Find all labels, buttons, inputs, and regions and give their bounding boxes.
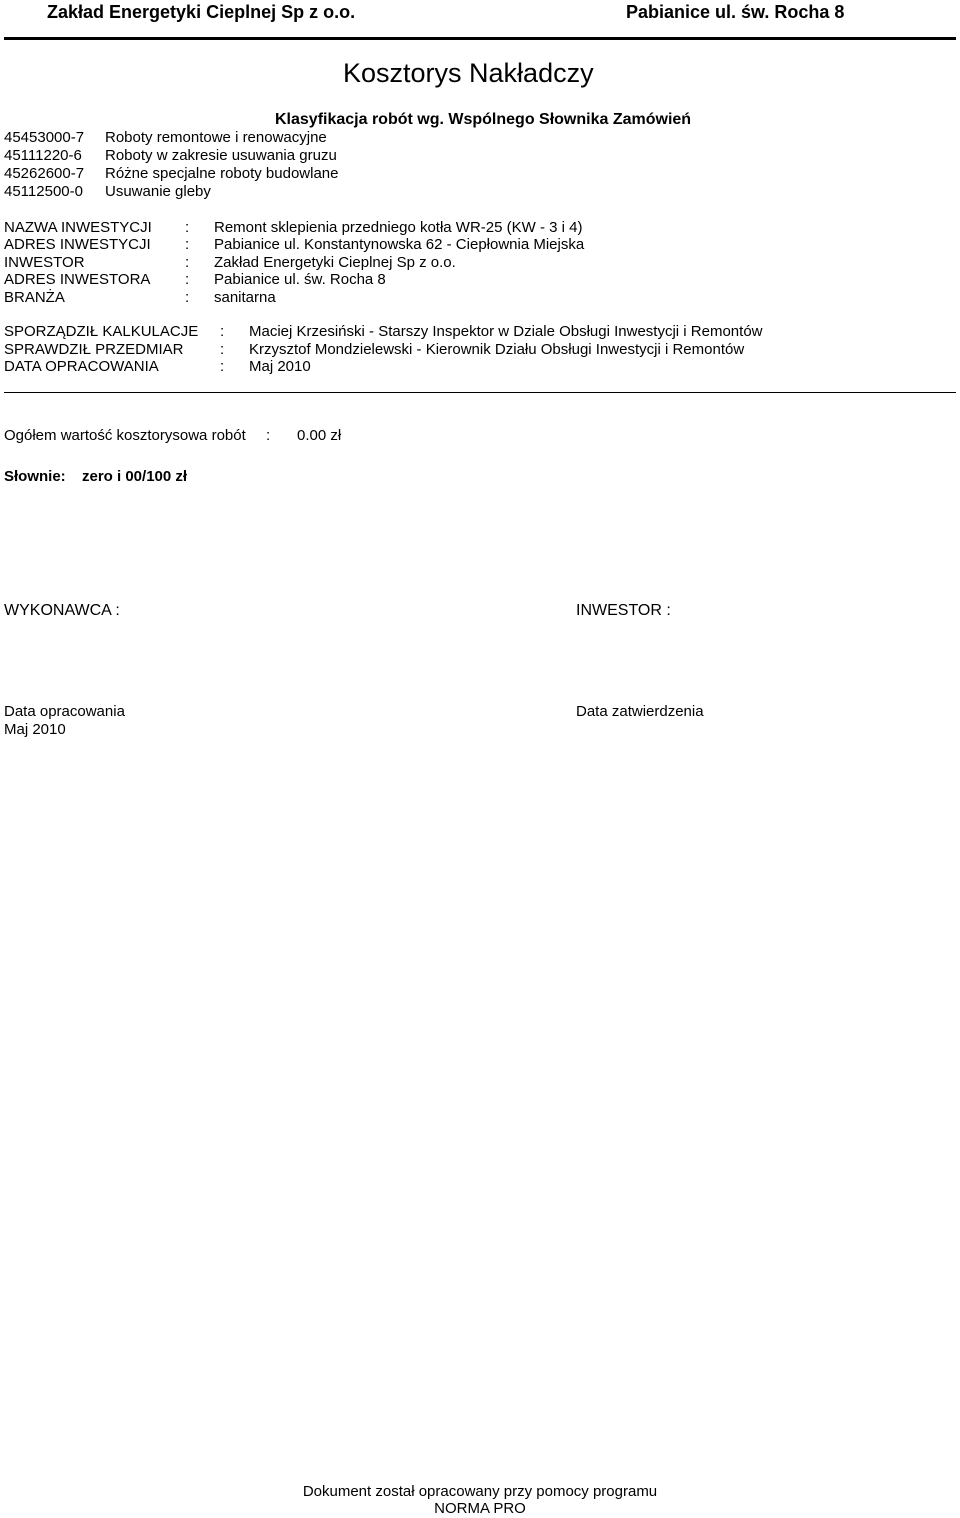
detail-value: Zakład Energetyki Cieplnej Sp z o.o.	[214, 254, 456, 271]
classification-code: 45453000-7	[4, 129, 85, 146]
footer-line-2: NORMA PRO	[434, 1500, 526, 1517]
detail-label: INWESTOR	[4, 254, 85, 271]
prep-value: Krzysztof Mondzielewski - Kierownik Działu Obsługi Inwestycji i Remontów	[249, 341, 745, 358]
detail-separator: :	[185, 271, 190, 288]
detail-label: NAZWA INWESTYCJI	[4, 219, 152, 236]
prep-separator: :	[220, 341, 225, 358]
classification-name: Roboty w zakresie usuwania gruzu	[105, 147, 337, 164]
prep-label: DATA OPRACOWANIA	[4, 358, 159, 375]
detail-value: Remont sklepienia przedniego kotła WR-25 (KW - 3 i 4)	[214, 219, 583, 236]
detail-separator: :	[185, 219, 190, 236]
classification-name: Różne specjalne roboty budowlane	[105, 165, 339, 182]
total-separator: :	[266, 427, 271, 444]
detail-separator: :	[185, 236, 190, 253]
classification-name: Roboty remontowe i renowacyjne	[105, 129, 327, 146]
footer-line-1: Dokument został opracowany przy pomocy programu	[302, 1483, 658, 1500]
header-rule	[4, 37, 956, 40]
page-title: Kosztorys Nakładczy	[343, 58, 594, 88]
words-label: Słownie:	[4, 468, 66, 485]
prep-date-value: Maj 2010	[4, 721, 66, 738]
total-label: Ogółem wartość kosztorysowa robót	[4, 427, 246, 444]
detail-separator: :	[185, 254, 190, 271]
prep-label: SPORZĄDZIŁ KALKULACJE	[4, 323, 199, 340]
prep-separator: :	[220, 323, 225, 340]
prep-value: Maciej Krzesiński - Starszy Inspektor w Dziale Obsługi Inwestycji i Remontów	[249, 323, 763, 340]
classification-heading: Klasyfikacja robót wg. Wspólnego Słownika Zamówień	[275, 111, 692, 128]
header-company: Zakład Energetyki Cieplnej Sp z o.o.	[47, 2, 356, 22]
prep-separator: :	[220, 358, 225, 375]
classification-code: 45111220-6	[4, 147, 82, 164]
investor-label: INWESTOR :	[576, 602, 671, 619]
detail-label: ADRES INWESTYCJI	[4, 236, 151, 253]
detail-label: BRANŻA	[4, 289, 65, 306]
contractor-label: WYKONAWCA :	[4, 602, 120, 619]
section-divider	[4, 392, 956, 393]
classification-code: 45112500-0	[4, 183, 83, 200]
detail-separator: :	[185, 289, 190, 306]
prep-label: SPRAWDZIŁ PRZEDMIAR	[4, 341, 184, 358]
prep-value: Maj 2010	[249, 358, 311, 375]
detail-value: sanitarna	[214, 289, 276, 306]
detail-value: Pabianice ul. Konstantynowska 62 - Ciepłownia Miejska	[214, 236, 585, 253]
approval-date-label: Data zatwierdzenia	[576, 703, 704, 720]
prep-date-label: Data opracowania	[4, 703, 125, 720]
classification-name: Usuwanie gleby	[105, 183, 211, 200]
header-address: Pabianice ul. św. Rocha 8	[626, 2, 845, 22]
classification-code: 45262600-7	[4, 165, 85, 182]
detail-label: ADRES INWESTORA	[4, 271, 151, 288]
detail-value: Pabianice ul. św. Rocha 8	[214, 271, 386, 288]
total-value: 0.00 zł	[297, 427, 342, 444]
words-value: zero i 00/100 zł	[82, 468, 188, 485]
